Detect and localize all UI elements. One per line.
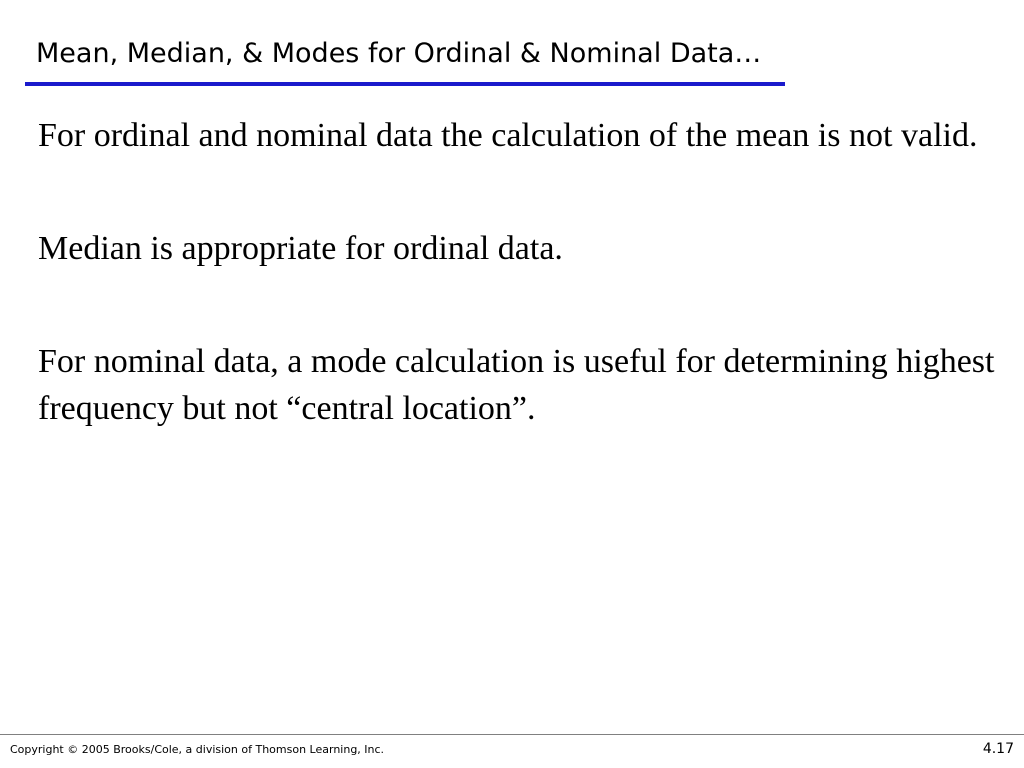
slide-number: 4.17: [982, 741, 1014, 757]
paragraph-median-ordinal: Median is appropriate for ordinal data.: [38, 230, 563, 267]
paragraph-mode-nominal: For nominal data, a mode calculation is useful for determining highest frequency but not “central location”.: [38, 343, 995, 427]
slide-body: [38, 112, 998, 498]
slide-title: Mean, Median, & Modes for Ordinal & Nominal Data…: [36, 38, 762, 69]
footer-copyright: Copyright © 2005 Brooks/Cole, a division of Thomson Learning, Inc.: [10, 743, 385, 756]
title-underline: [25, 82, 785, 86]
footer-divider: [0, 734, 1024, 735]
paragraph-mean-validity: For ordinal and nominal data the calculation of the mean is not valid.: [38, 117, 978, 154]
